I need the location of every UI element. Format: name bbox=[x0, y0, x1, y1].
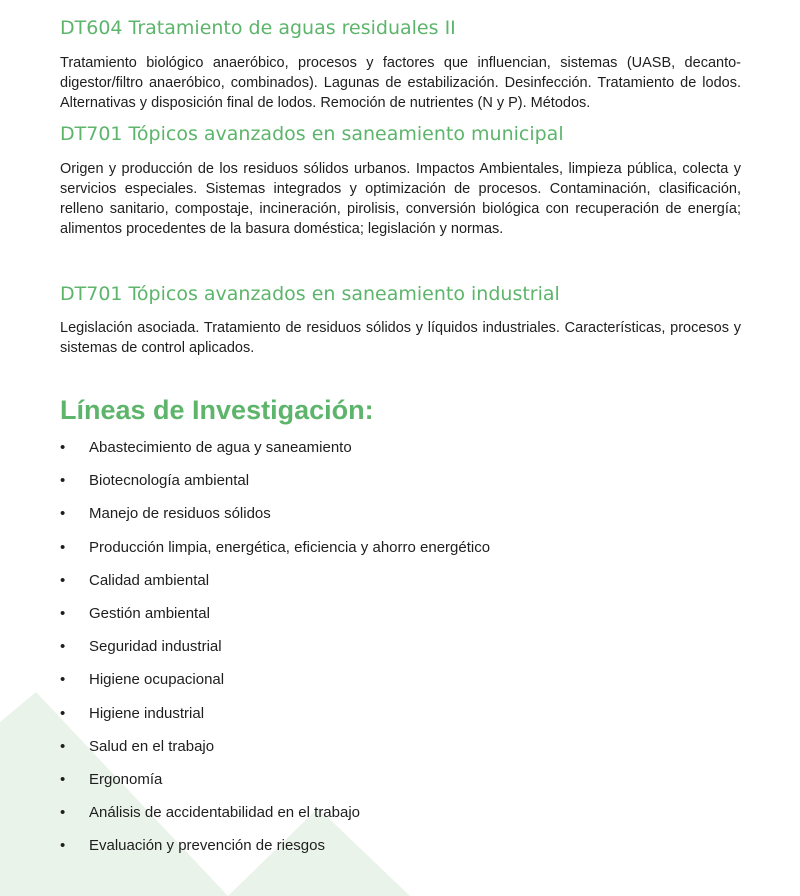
course-title-dt701-industrial: DT701 Tópicos avanzados en saneamiento industrial bbox=[60, 283, 560, 305]
list-item-label: Seguridad industrial bbox=[89, 638, 222, 656]
bullet-icon: • bbox=[60, 472, 66, 490]
list-item-label: Análisis de accidentabilidad en el trabajo bbox=[89, 804, 361, 822]
list-item-label: Higiene industrial bbox=[89, 704, 205, 722]
bullet-icon: • bbox=[60, 704, 66, 722]
list-item-label: Abastecimiento de agua y saneamiento bbox=[89, 439, 352, 456]
bullet-icon: • bbox=[60, 571, 66, 589]
bullet-icon: • bbox=[60, 737, 66, 755]
list-item-label: Ergonomía bbox=[89, 770, 163, 788]
course-description-dt701-industrial: Legislación asociada. Tratamiento de residuos sólidos y líquidos industriales. Características, procesos y sistemas de control aplicados. bbox=[60, 320, 741, 356]
list-item-label: Evaluación y prevención de riesgos bbox=[89, 837, 325, 855]
bullet-icon: • bbox=[60, 671, 66, 689]
bullet-icon: • bbox=[60, 505, 66, 523]
bullet-icon: • bbox=[60, 804, 66, 822]
list-item-label: Biotecnología ambiental bbox=[89, 472, 250, 490]
course-description-dt604: Tratamiento biológico anaeróbico, procesos y factores que influencian, sistemas (UASB, decanto-digestor/filtro anaeróbico, combinados). Lagunas de estabilización. Desinfección. Tratamiento de lodos. Alternativas y disposición final de lodos. Remoción de nutrientes (N y P). Métodos. bbox=[60, 55, 741, 111]
list-item-label: Producción limpia, energética, eficiencia y ahorro energético bbox=[89, 538, 491, 556]
research-lines-heading: Líneas de Investigación: bbox=[60, 395, 374, 425]
bullet-icon: • bbox=[60, 604, 66, 622]
list-item-label: Higiene ocupacional bbox=[89, 671, 225, 689]
list-item-label: Gestión ambiental bbox=[89, 604, 210, 622]
bullet-icon: • bbox=[60, 770, 66, 788]
course-description-dt701-municipal: Origen y producción de los residuos sólidos urbanos. Impactos Ambientales, limpieza pública, colecta y servicios especiales. Sistemas integrados y optimización de procesos. Contaminación, clasificación, relleno sanitario, compostaje, incineración, pirolisis, conversión biológica con recuperación de energía; alimentos procedentes de la basura doméstica; legislación y normas. bbox=[60, 161, 741, 237]
course-title-dt701-municipal: DT701 Tópicos avanzados en saneamiento municipal bbox=[60, 123, 564, 145]
list-item-label: Calidad ambiental bbox=[89, 571, 210, 589]
list-item-label: Salud en el trabajo bbox=[89, 737, 215, 755]
course-title-dt604: DT604 Tratamiento de aguas residuales II bbox=[60, 17, 456, 39]
bullet-icon: • bbox=[60, 439, 66, 456]
bullet-icon: • bbox=[60, 837, 66, 855]
bullet-icon: • bbox=[60, 638, 66, 656]
bullet-icon: • bbox=[60, 538, 66, 556]
list-item-label: Manejo de residuos sólidos bbox=[89, 505, 271, 523]
